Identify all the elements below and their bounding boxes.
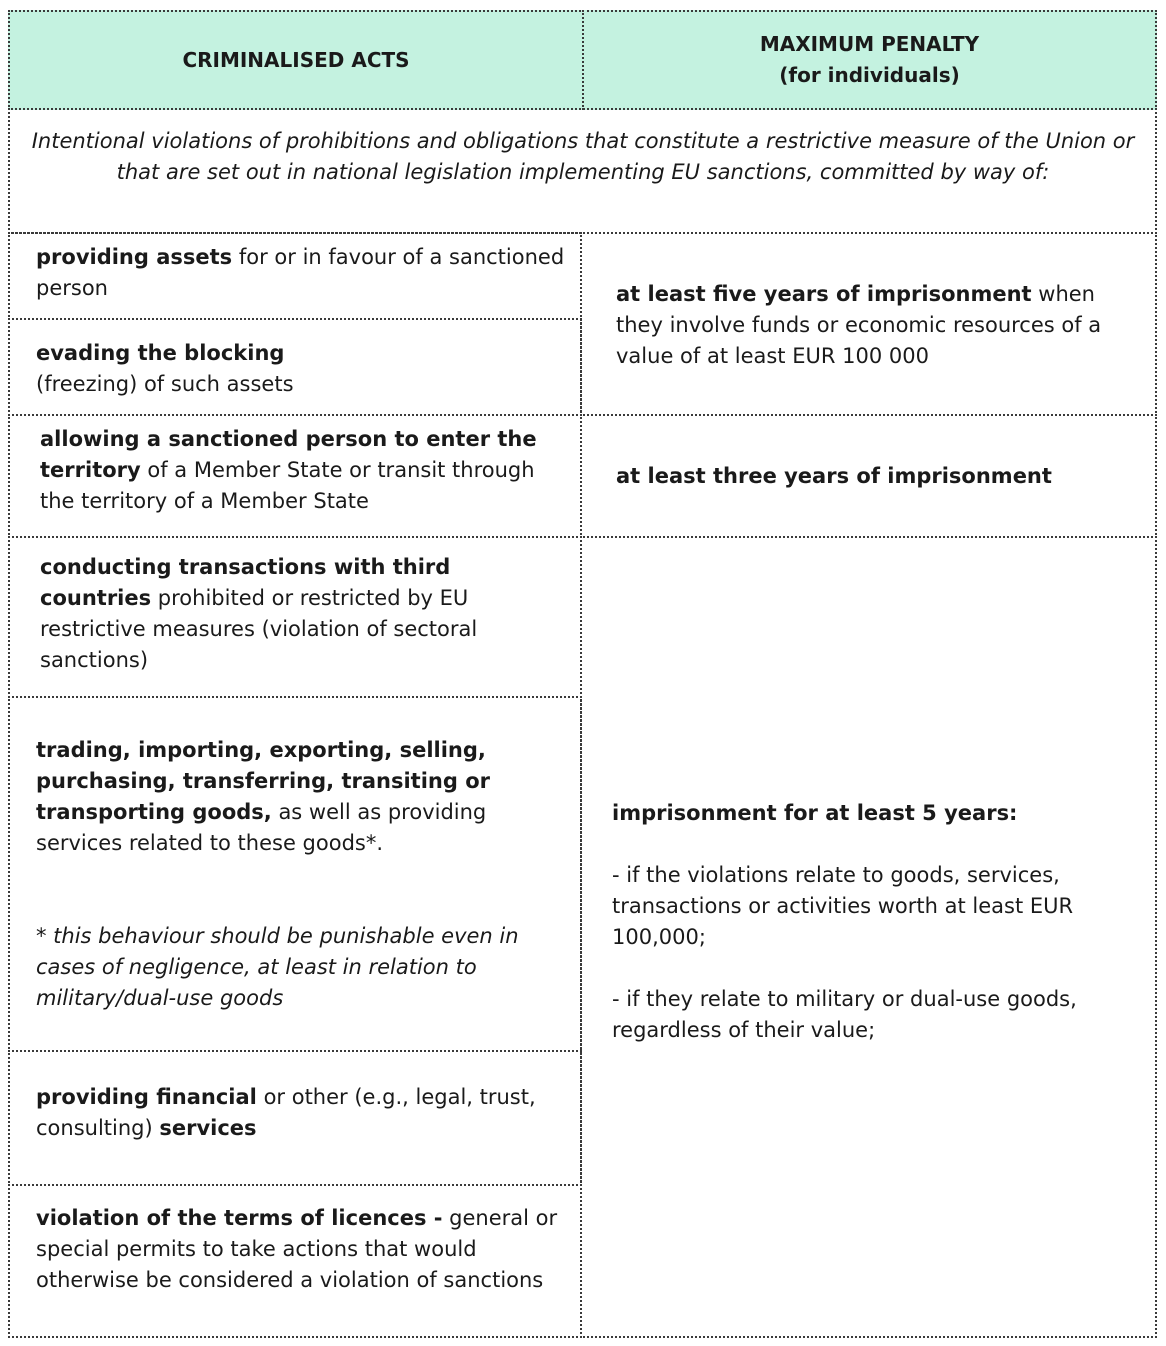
act-licences — [36, 1203, 566, 1296]
act-entry-territory-rest: of a Member State or transit through the territory of a Member State — [40, 458, 535, 513]
act-financial-services-bold2: services — [159, 1116, 257, 1140]
act-financial-services-bold1: providing financial — [36, 1085, 257, 1109]
act-evading-blocking-rest: (freezing) of such assets — [36, 372, 294, 396]
act-trading-goods-note — [36, 921, 566, 1014]
act-trading-goods-rest: as well as providing services related to these goods*. — [36, 800, 487, 855]
penalty-three-years — [616, 461, 1141, 492]
penalty-five-years-goods-bold: imprisonment for at least 5 years: — [612, 801, 1018, 825]
penalty-five-years-rest: when they involve funds or economic resources of a value of at least EUR 100 000 — [616, 282, 1102, 368]
act-transactions — [40, 552, 565, 676]
act-financial-services — [36, 1082, 566, 1144]
act-providing-assets-rest: for or in favour of a sanctioned person — [36, 245, 565, 300]
act-providing-assets — [36, 242, 566, 304]
act-evading-blocking — [36, 338, 566, 400]
act-licences-bold: violation of the terms of licences - — [36, 1206, 443, 1230]
act-financial-services-mid: or other (e.g., legal, trust, consulting) — [36, 1085, 536, 1140]
act-entry-territory-bold: allowing a sanctioned person to enter the territory — [40, 427, 537, 482]
penalty-five-years — [616, 279, 1141, 372]
header-col1-label: CRIMINALISED ACTS — [182, 47, 410, 72]
penalty-condition-value: - if the violations relate to goods, services, transactions or activities worth at least EUR 100,000; — [612, 863, 1074, 949]
header-criminalised-acts — [8, 10, 584, 110]
header-maximum-penalty — [582, 10, 1157, 110]
intro-text: Intentional violations of prohibitions and obligations that constitute a restrictive measure of the Union or that are set out in national legislation implementing EU sanctions, committed by way of: — [31, 129, 1135, 184]
penalty-five-years-bold: at least five years of imprisonment — [616, 282, 1032, 306]
act-entry-territory — [40, 424, 565, 517]
penalty-three-years-bold: at least three years of imprisonment — [616, 464, 1052, 488]
act-trading-goods-bold: trading, importing, exporting, selling, purchasing, transferring, transiting or transporting goods, — [36, 738, 490, 824]
penalty-five-years-goods — [612, 798, 1137, 1046]
act-licences-rest: general or special permits to take actions that would otherwise be considered a violation of sanctions — [36, 1206, 558, 1292]
act-transactions-rest: prohibited or restricted by EU restrictive measures (violation of sectoral sanctions) — [40, 586, 478, 672]
act-transactions-bold: conducting transactions with third countries — [40, 555, 451, 610]
act-evading-blocking-bold: evading the blocking — [36, 341, 285, 365]
penalty-condition-military: - if they relate to military or dual-use goods, regardless of their value; — [612, 987, 1077, 1042]
header-col2-line1: MAXIMUM PENALTY — [759, 32, 980, 56]
header-col2-line2: (for individuals) — [779, 63, 960, 87]
act-providing-assets-bold: providing assets — [36, 245, 233, 269]
act-trading-goods-note-text: * this behaviour should be punishable even in cases of negligence, at least in relation to military/dual-use goods — [36, 924, 519, 1010]
act-trading-goods — [36, 735, 566, 859]
